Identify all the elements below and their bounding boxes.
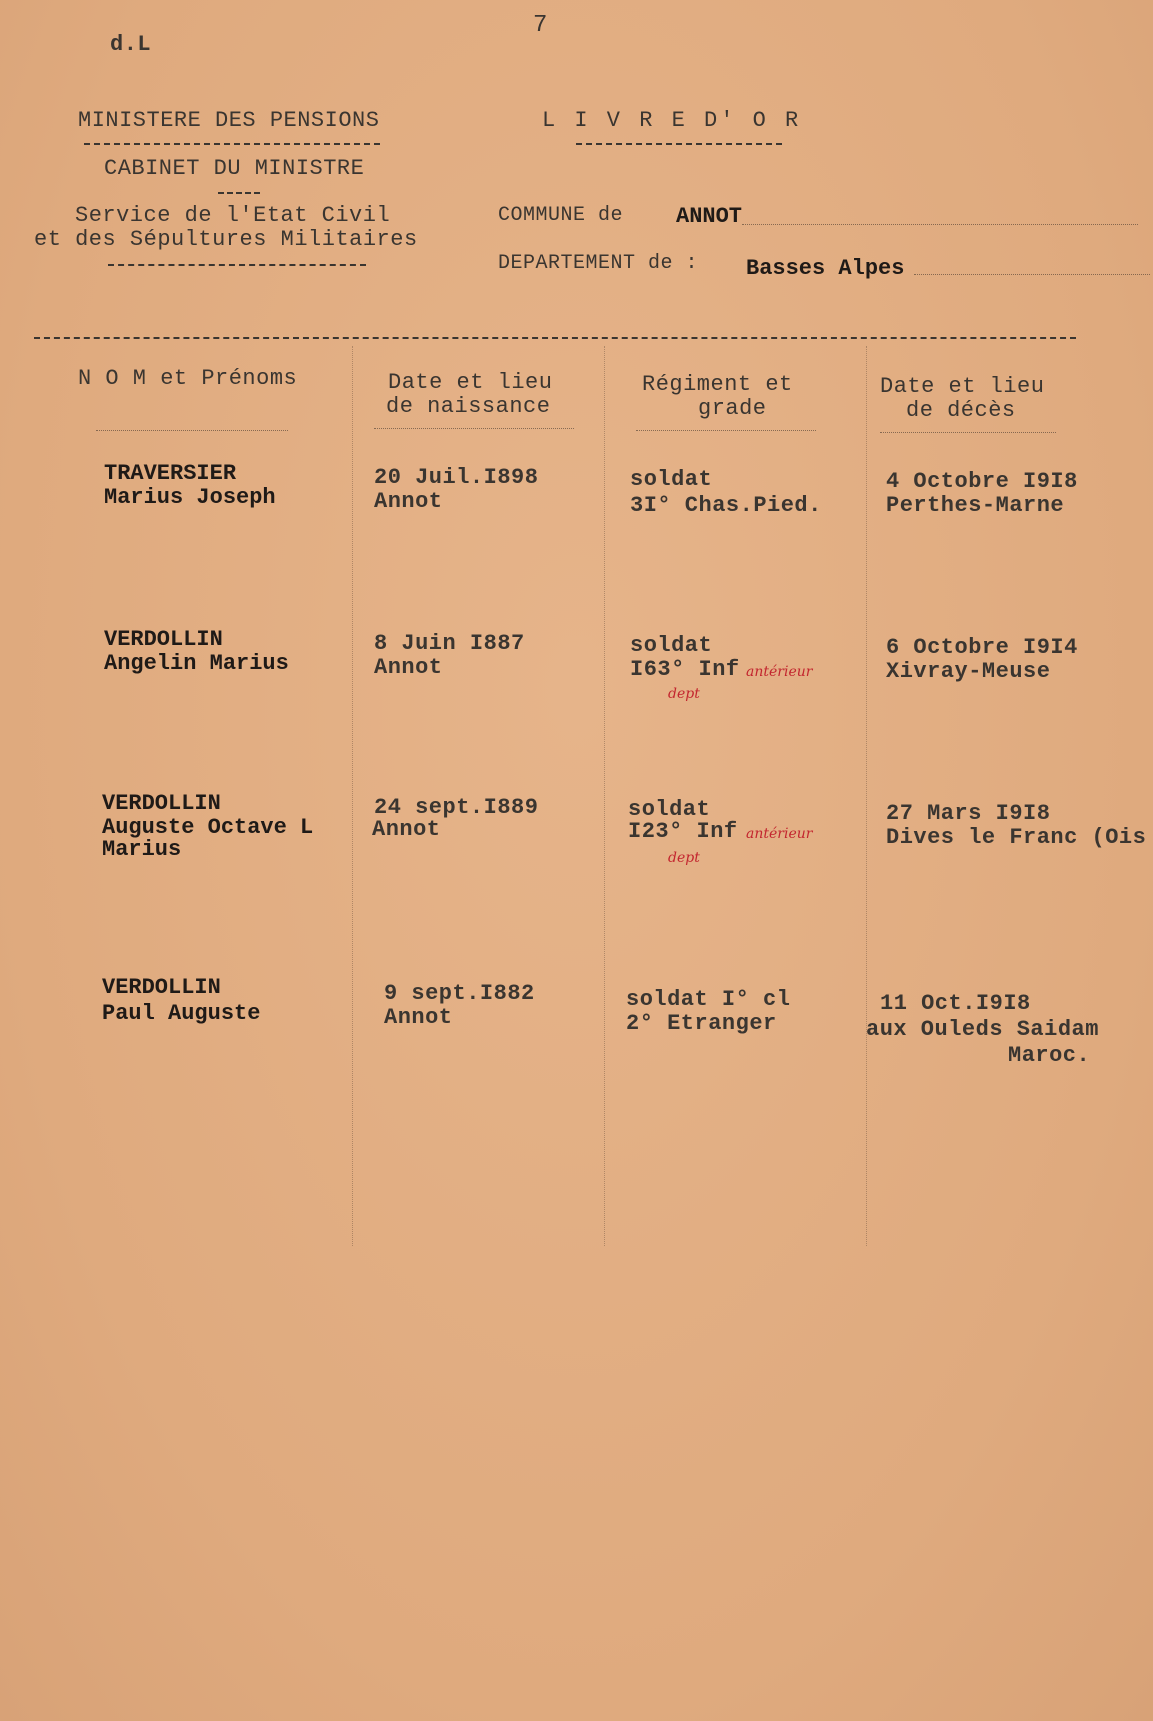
- row-4-death-place-2: Maroc.: [1008, 1043, 1091, 1068]
- row-2-name-line-1: VERDOLLIN: [104, 627, 223, 652]
- col-header-regiment-rule: [636, 430, 816, 431]
- row-3-regiment: I23° Inf: [628, 819, 738, 844]
- departement-value: Basses Alpes: [746, 256, 905, 281]
- col-header-death-1: Date et lieu: [880, 374, 1045, 399]
- column-divider-2: [604, 346, 605, 1246]
- col-header-birth-1: Date et lieu: [388, 370, 553, 395]
- row-3-birth-date: 24 sept.I889: [374, 795, 539, 820]
- row-1-birth-date: 20 Juil.I898: [374, 465, 539, 490]
- row-4-birth-date: 9 sept.I882: [384, 981, 535, 1006]
- col-header-birth-rule: [374, 428, 574, 429]
- livre-dor-title: L I V R E D' O R: [542, 108, 802, 133]
- departement-label: DEPARTEMENT de :: [498, 252, 699, 275]
- service-underline: [108, 264, 366, 266]
- commune-dotline: [742, 224, 1138, 225]
- ministry-underline: [84, 143, 380, 145]
- title-underline: [576, 143, 782, 145]
- ministry-title: MINISTERE DES PENSIONS: [78, 108, 380, 133]
- row-3-death-date: 27 Mars I9I8: [886, 801, 1051, 826]
- row-2-regiment: I63° Inf: [630, 657, 740, 682]
- row-3-death-place: Dives le Franc (Ois: [886, 825, 1147, 850]
- row-4-grade: soldat I° cl: [626, 987, 791, 1012]
- row-3-name-line-1: VERDOLLIN: [102, 791, 221, 816]
- departement-dotline: [914, 274, 1150, 275]
- service-line-2: et des Sépultures Militaires: [34, 227, 418, 252]
- row-4-name-line-1: VERDOLLIN: [102, 975, 221, 1000]
- row-4-death-date: 11 Oct.I9I8: [880, 991, 1031, 1016]
- col-header-regiment-2: grade: [698, 396, 767, 421]
- row-2-death-date: 6 Octobre I9I4: [886, 635, 1078, 660]
- row-2-annotation-1: antérieur: [746, 664, 813, 680]
- col-header-death-rule: [880, 432, 1056, 433]
- table-top-rule: [34, 337, 1076, 339]
- row-3-grade: soldat: [628, 797, 711, 822]
- column-divider-3: [866, 346, 867, 1246]
- commune-value: ANNOT: [676, 204, 743, 229]
- col-header-birth-2: de naissance: [386, 394, 551, 419]
- row-1-regiment: 3I° Chas.Pied.: [630, 493, 822, 518]
- commune-label: COMMUNE de: [498, 204, 624, 227]
- row-3-birth-place: Annot: [372, 817, 441, 842]
- col-header-death-2: de décès: [906, 398, 1016, 423]
- row-3-name-line-2: Auguste Octave L: [102, 815, 314, 840]
- corner-mark: d.L: [110, 32, 152, 57]
- col-header-regiment-1: Régiment et: [642, 372, 793, 397]
- row-1-death-date: 4 Octobre I9I8: [886, 469, 1078, 494]
- row-2-annotation-2: dept: [668, 686, 700, 702]
- col-header-name: N O M et Prénoms: [78, 366, 298, 391]
- row-3-annotation-1: antérieur: [746, 826, 813, 842]
- row-1-name-line-2: Marius Joseph: [104, 485, 276, 510]
- row-4-regiment: 2° Etranger: [626, 1011, 777, 1036]
- cabinet-underline: [218, 192, 260, 194]
- row-1-name-line-1: TRAVERSIER: [104, 461, 237, 486]
- page-number: 7: [533, 12, 548, 39]
- service-line-1: Service de l'Etat Civil: [75, 203, 391, 228]
- row-2-name-line-2: Angelin Marius: [104, 651, 289, 676]
- row-2-birth-place: Annot: [374, 655, 443, 680]
- row-2-death-place: Xivray-Meuse: [886, 659, 1051, 684]
- row-1-death-place: Perthes-Marne: [886, 493, 1065, 518]
- row-1-birth-place: Annot: [374, 489, 443, 514]
- row-3-annotation-2: dept: [668, 850, 700, 866]
- col-header-name-rule: [96, 430, 288, 431]
- column-divider-1: [352, 346, 353, 1246]
- row-4-name-line-2: Paul Auguste: [102, 1001, 261, 1026]
- row-4-death-place-1: aux Ouleds Saidam: [866, 1017, 1099, 1042]
- cabinet-title: CABINET DU MINISTRE: [104, 156, 365, 181]
- row-3-name-line-3: Marius: [102, 837, 182, 862]
- row-1-grade: soldat: [630, 467, 713, 492]
- row-2-birth-date: 8 Juin I887: [374, 631, 525, 656]
- row-4-birth-place: Annot: [384, 1005, 453, 1030]
- row-2-grade: soldat: [630, 633, 713, 658]
